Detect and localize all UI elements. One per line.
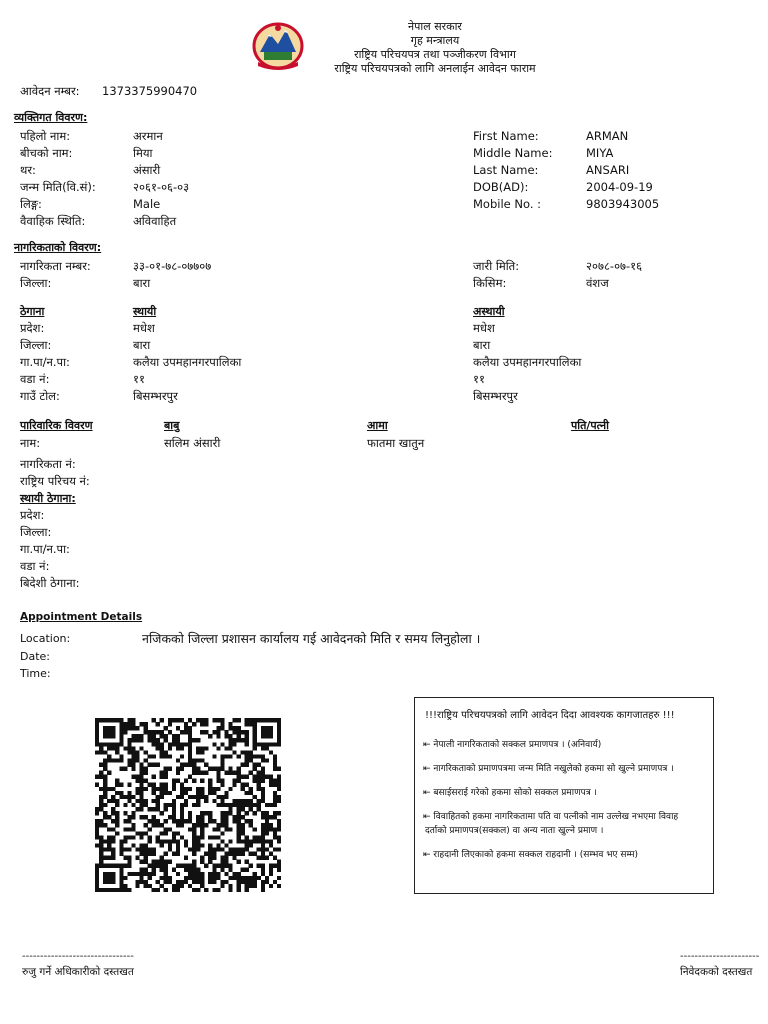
address-municipality-label: गा.पा/न.पा: — [20, 355, 70, 369]
application-number-value: 1373375990470 — [102, 84, 198, 98]
father-heading: बाबु — [164, 419, 180, 432]
application-number-label: आवेदन नम्बर: — [20, 84, 80, 98]
temp-province-value: मधेश — [473, 321, 495, 335]
eng-first-name-label: First Name: — [473, 129, 539, 143]
header-line-2: गृह मन्त्रालय — [410, 34, 460, 47]
family-permanent-address-label: स्थायी ठेगाना: — [20, 492, 76, 505]
dob-bs-value: २०६१-०६-०३ — [133, 180, 190, 194]
address-province-label: प्रदेश: — [20, 321, 45, 335]
mobile-label: Mobile No. : — [473, 197, 542, 211]
family-foreign-address-label: बिदेशी ठेगाना: — [20, 576, 80, 590]
address-ward-label: वडा नं: — [20, 372, 50, 386]
dob-ad-value: 2004-09-19 — [586, 180, 653, 194]
nepal-emblem-logo — [250, 20, 306, 72]
required-doc-item: ⇤ बसाईसराई गरेको हकमा सोको सक्कल प्रमाणपत्र । — [423, 788, 597, 798]
perm-province-value: मधेश — [133, 321, 155, 335]
location-label: Location: — [20, 632, 71, 645]
verifier-signature-label: रुजु गर्ने अधिकारीको दस्तखत — [22, 966, 134, 978]
temp-ward-value: ११ — [473, 372, 485, 386]
gender-label: लिङ्ग: — [20, 197, 42, 211]
last-name-value: अंसारी — [133, 163, 161, 177]
issue-date-label: जारी मिति: — [473, 259, 520, 273]
address-district-label: जिल्ला: — [20, 338, 52, 352]
dob-bs-label: जन्म मिति(वि.सं): — [20, 180, 96, 194]
first-name-value: अरमान — [133, 129, 163, 143]
temp-tole-value: बिसम्भरपुर — [473, 389, 518, 403]
family-citizenship-label: नागरिकता नं: — [20, 457, 76, 471]
temporary-address-heading: अस्थायी — [473, 305, 505, 318]
citizenship-district-label: जिल्ला: — [20, 276, 52, 290]
first-name-label: पहिलो नाम: — [20, 129, 71, 143]
family-name-label: नाम: — [20, 436, 41, 450]
required-doc-item: ⇤ विवाहितको हकमा नागरिकतामा पति वा पत्नीको नाम उल्लेख नभएमा विवाह — [423, 812, 679, 822]
last-name-label: थर: — [20, 163, 36, 177]
citizenship-number-value: ३३-०१-७८-०७७०७ — [133, 259, 212, 273]
time-label: Time: — [20, 667, 51, 680]
permanent-address-heading: स्थायी — [133, 305, 157, 318]
family-heading: पारिवारिक विवरण — [20, 419, 93, 432]
citizenship-type-label: किसिम: — [473, 276, 507, 290]
address-tole-label: गाउँ टोल: — [20, 389, 60, 403]
address-heading: ठेगाना — [20, 305, 45, 318]
eng-last-name-value: ANSARI — [586, 163, 630, 177]
marital-status-value: अविवाहित — [133, 214, 177, 228]
required-doc-item-continued: दर्ताको प्रमाणपत्र(सक्कल) वा अन्य नाता खुल्ने प्रमाण । — [425, 826, 604, 836]
family-nid-label: राष्ट्रिय परिचय नं: — [20, 474, 90, 488]
dob-ad-label: DOB(AD): — [473, 180, 529, 194]
required-doc-item: ⇤ राहदानी लिएकाको हकमा सक्कल राहदानी । (सम्भव भए सम्म) — [423, 850, 639, 860]
family-ward-label: वडा नं: — [20, 559, 50, 573]
father-name-value: सलिम अंसारी — [164, 436, 221, 450]
family-district-label: जिल्ला: — [20, 525, 52, 539]
temp-municipality-value: कलैया उपमहानगरपालिका — [473, 355, 582, 369]
required-documents-box — [414, 697, 714, 894]
header-line-3: राष्ट्रिय परिचयपत्र तथा पञ्जीकरण विभाग — [354, 48, 516, 61]
eng-middle-name-value: MIYA — [586, 146, 614, 160]
header-line-4: राष्ट्रिय परिचयपत्रको लागि अनलाईन आवेदन फाराम — [334, 62, 536, 75]
appointment-heading: Appointment Details — [20, 611, 143, 623]
citizenship-district-value: बारा — [133, 276, 151, 290]
citizenship-heading: नागरिकताको विवरण: — [14, 241, 102, 254]
citizenship-number-label: नागरिकता नम्बर: — [20, 259, 91, 273]
applicant-signature-line: ---------------------- — [680, 951, 760, 962]
family-municipality-label: गा.पा/न.पा: — [20, 542, 70, 556]
spouse-heading: पति/पत्नी — [571, 419, 609, 432]
citizenship-type-value: वंशज — [586, 276, 609, 290]
marital-status-label: वैवाहिक स्थिति: — [20, 214, 86, 228]
temp-district-value: बारा — [473, 338, 491, 352]
applicant-signature-label: निवेदकको दस्तखत — [680, 966, 753, 978]
verifier-signature-line: ------------------------------- — [22, 951, 134, 962]
issue-date-value: २०७८-०७-१६ — [586, 259, 643, 273]
family-province-label: प्रदेश: — [20, 508, 45, 522]
location-value: नजिकको जिल्ला प्रशासन कार्यालय गई आवेदनको मिति र समय लिनुहोला । — [142, 631, 481, 646]
eng-first-name-value: ARMAN — [586, 129, 629, 143]
mother-heading: आमा — [367, 419, 388, 432]
middle-name-value: मिया — [133, 146, 153, 160]
date-label: Date: — [20, 650, 50, 663]
mobile-value: 9803943005 — [586, 197, 660, 211]
eng-last-name-label: Last Name: — [473, 163, 539, 177]
required-doc-item: ⇤ नेपाली नागरिकताको सक्कल प्रमाणपत्र । (अनिवार्य) — [423, 740, 602, 750]
qr-code — [95, 718, 281, 892]
gender-value: Male — [133, 197, 161, 211]
mother-name-value: फातमा खातुन — [367, 436, 425, 450]
required-doc-item: ⇤ नागरिकताको प्रमाणपत्रमा जन्म मिति नखुलेको हकमा सो खुल्ने प्रमाणपत्र । — [423, 764, 674, 774]
perm-ward-value: ११ — [133, 372, 145, 386]
header-line-1: नेपाल सरकार — [408, 20, 462, 33]
middle-name-label: बीचको नाम: — [20, 146, 73, 160]
perm-municipality-value: कलैया उपमहानगरपालिका — [133, 355, 242, 369]
perm-district-value: बारा — [133, 338, 151, 352]
perm-tole-value: बिसम्भरपुर — [133, 389, 178, 403]
personal-heading: व्यक्तिगत विवरण: — [14, 111, 88, 124]
required-documents-title: !!!राष्ट्रिय परिचयपत्रको लागि आवेदन दिदा आवश्यक कागजातहरु !!! — [425, 710, 675, 721]
eng-middle-name-label: Middle Name: — [473, 146, 553, 160]
